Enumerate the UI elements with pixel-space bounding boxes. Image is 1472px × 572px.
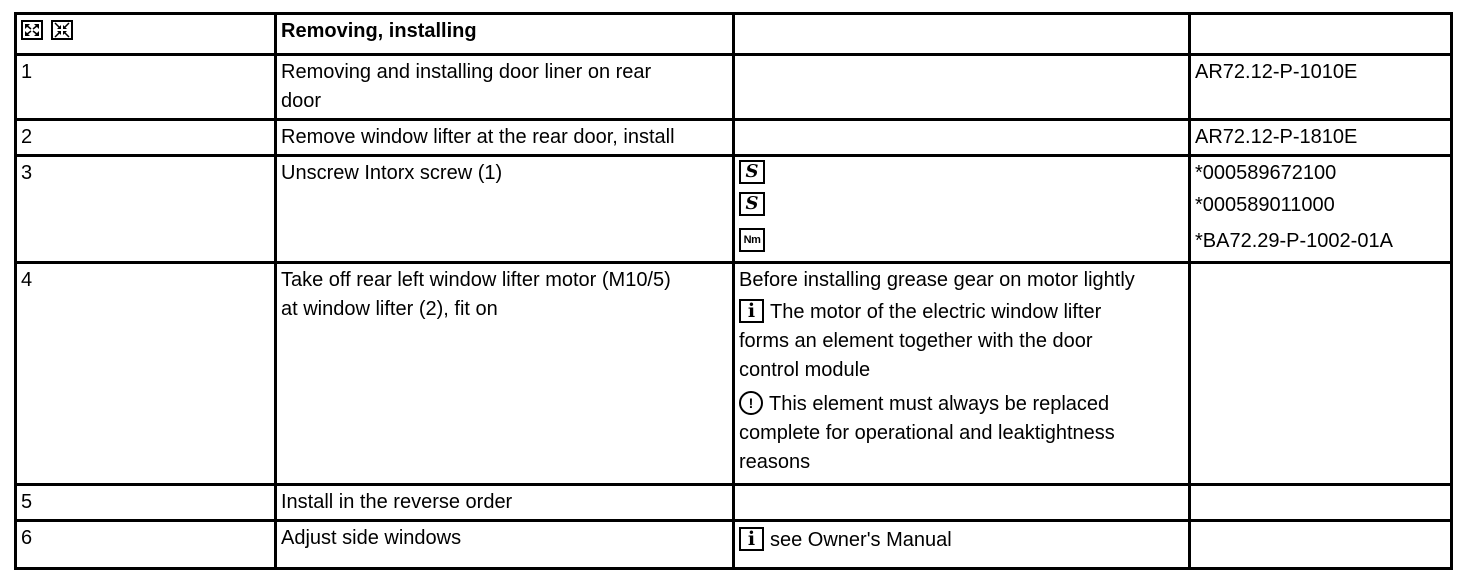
step-action-line: Take off rear left window lifter motor (M10/5) [281, 269, 671, 291]
header-title-cell [276, 14, 734, 55]
header-empty-cell [734, 14, 1190, 55]
step-action [276, 521, 734, 569]
step-notes [734, 263, 1190, 485]
warning-text: complete for operational and leaktightness [739, 422, 1115, 444]
step-row-5 [16, 485, 1452, 521]
step-action [276, 263, 734, 485]
step-action-line: at window lifter (2), fit on [281, 298, 498, 320]
note-text: see Owner's Manual [770, 529, 952, 551]
step-notes [734, 485, 1190, 521]
special-tool-icon[interactable]: S [739, 160, 765, 184]
step-notes [734, 156, 1190, 263]
warning-text: This element must always be replaced [769, 393, 1110, 415]
info-text: control module [739, 359, 871, 381]
step-action [276, 156, 734, 263]
step-row-3 [16, 156, 1452, 263]
step-number: 2 [16, 120, 276, 156]
reference-link[interactable]: AR72.12-P-1810E [1195, 126, 1358, 148]
step-notes [734, 120, 1190, 156]
step-action-line: Adjust side windows [281, 527, 462, 549]
step-number: 6 [16, 521, 276, 569]
reference-link[interactable]: AR72.12-P-1010E [1195, 61, 1358, 83]
step-action [276, 120, 734, 156]
step-row-6 [16, 521, 1452, 569]
warning-text: reasons [739, 451, 811, 473]
collapse-all-icon[interactable] [51, 20, 73, 40]
step-row-1 [16, 55, 1452, 120]
step-number: 4 [16, 263, 276, 485]
step-row-2 [16, 120, 1452, 156]
warning-icon[interactable]: ! [739, 391, 763, 415]
step-action-line: Unscrew Intorx screw (1) [281, 162, 503, 184]
torque-spec-link[interactable]: *BA72.29-P-1002-01A [1195, 230, 1393, 252]
step-notes [734, 521, 1190, 569]
step-reference [1190, 156, 1452, 263]
step-reference [1190, 485, 1452, 521]
step-number: 3 [16, 156, 276, 263]
step-reference [1190, 55, 1452, 120]
info-text: The motor of the electric window lifter [770, 301, 1102, 323]
step-row-4 [16, 263, 1452, 485]
step-number: 1 [16, 55, 276, 120]
expand-all-icon[interactable] [21, 20, 43, 40]
step-action-line: Removing and installing door liner on rear [281, 61, 652, 83]
tool-number-link[interactable]: *000589672100 [1195, 162, 1337, 184]
torque-spec-icon[interactable]: Nm [739, 228, 765, 252]
info-icon[interactable]: i [739, 527, 764, 551]
header-row [16, 14, 1452, 55]
info-icon[interactable]: i [739, 299, 764, 323]
step-notes [734, 55, 1190, 120]
step-action [276, 55, 734, 120]
info-text: forms an element together with the door [739, 330, 1093, 352]
step-action-line: Remove window lifter at the rear door, install [281, 126, 675, 148]
step-reference [1190, 263, 1452, 485]
procedure-table [14, 12, 1453, 570]
step-action-line: Install in the reverse order [281, 491, 513, 513]
step-reference [1190, 120, 1452, 156]
step-reference [1190, 521, 1452, 569]
step-action [276, 485, 734, 521]
step-action-line: door [281, 90, 322, 112]
special-tool-icon[interactable]: S [739, 192, 765, 216]
tool-number-link[interactable]: *000589011000 [1195, 194, 1335, 216]
header-icons-cell [16, 14, 276, 55]
section-title: Removing, installing [281, 20, 477, 42]
header-empty-cell-ref [1190, 14, 1452, 55]
note-text: Before installing grease gear on motor lightly [739, 269, 1135, 291]
step-number: 5 [16, 485, 276, 521]
